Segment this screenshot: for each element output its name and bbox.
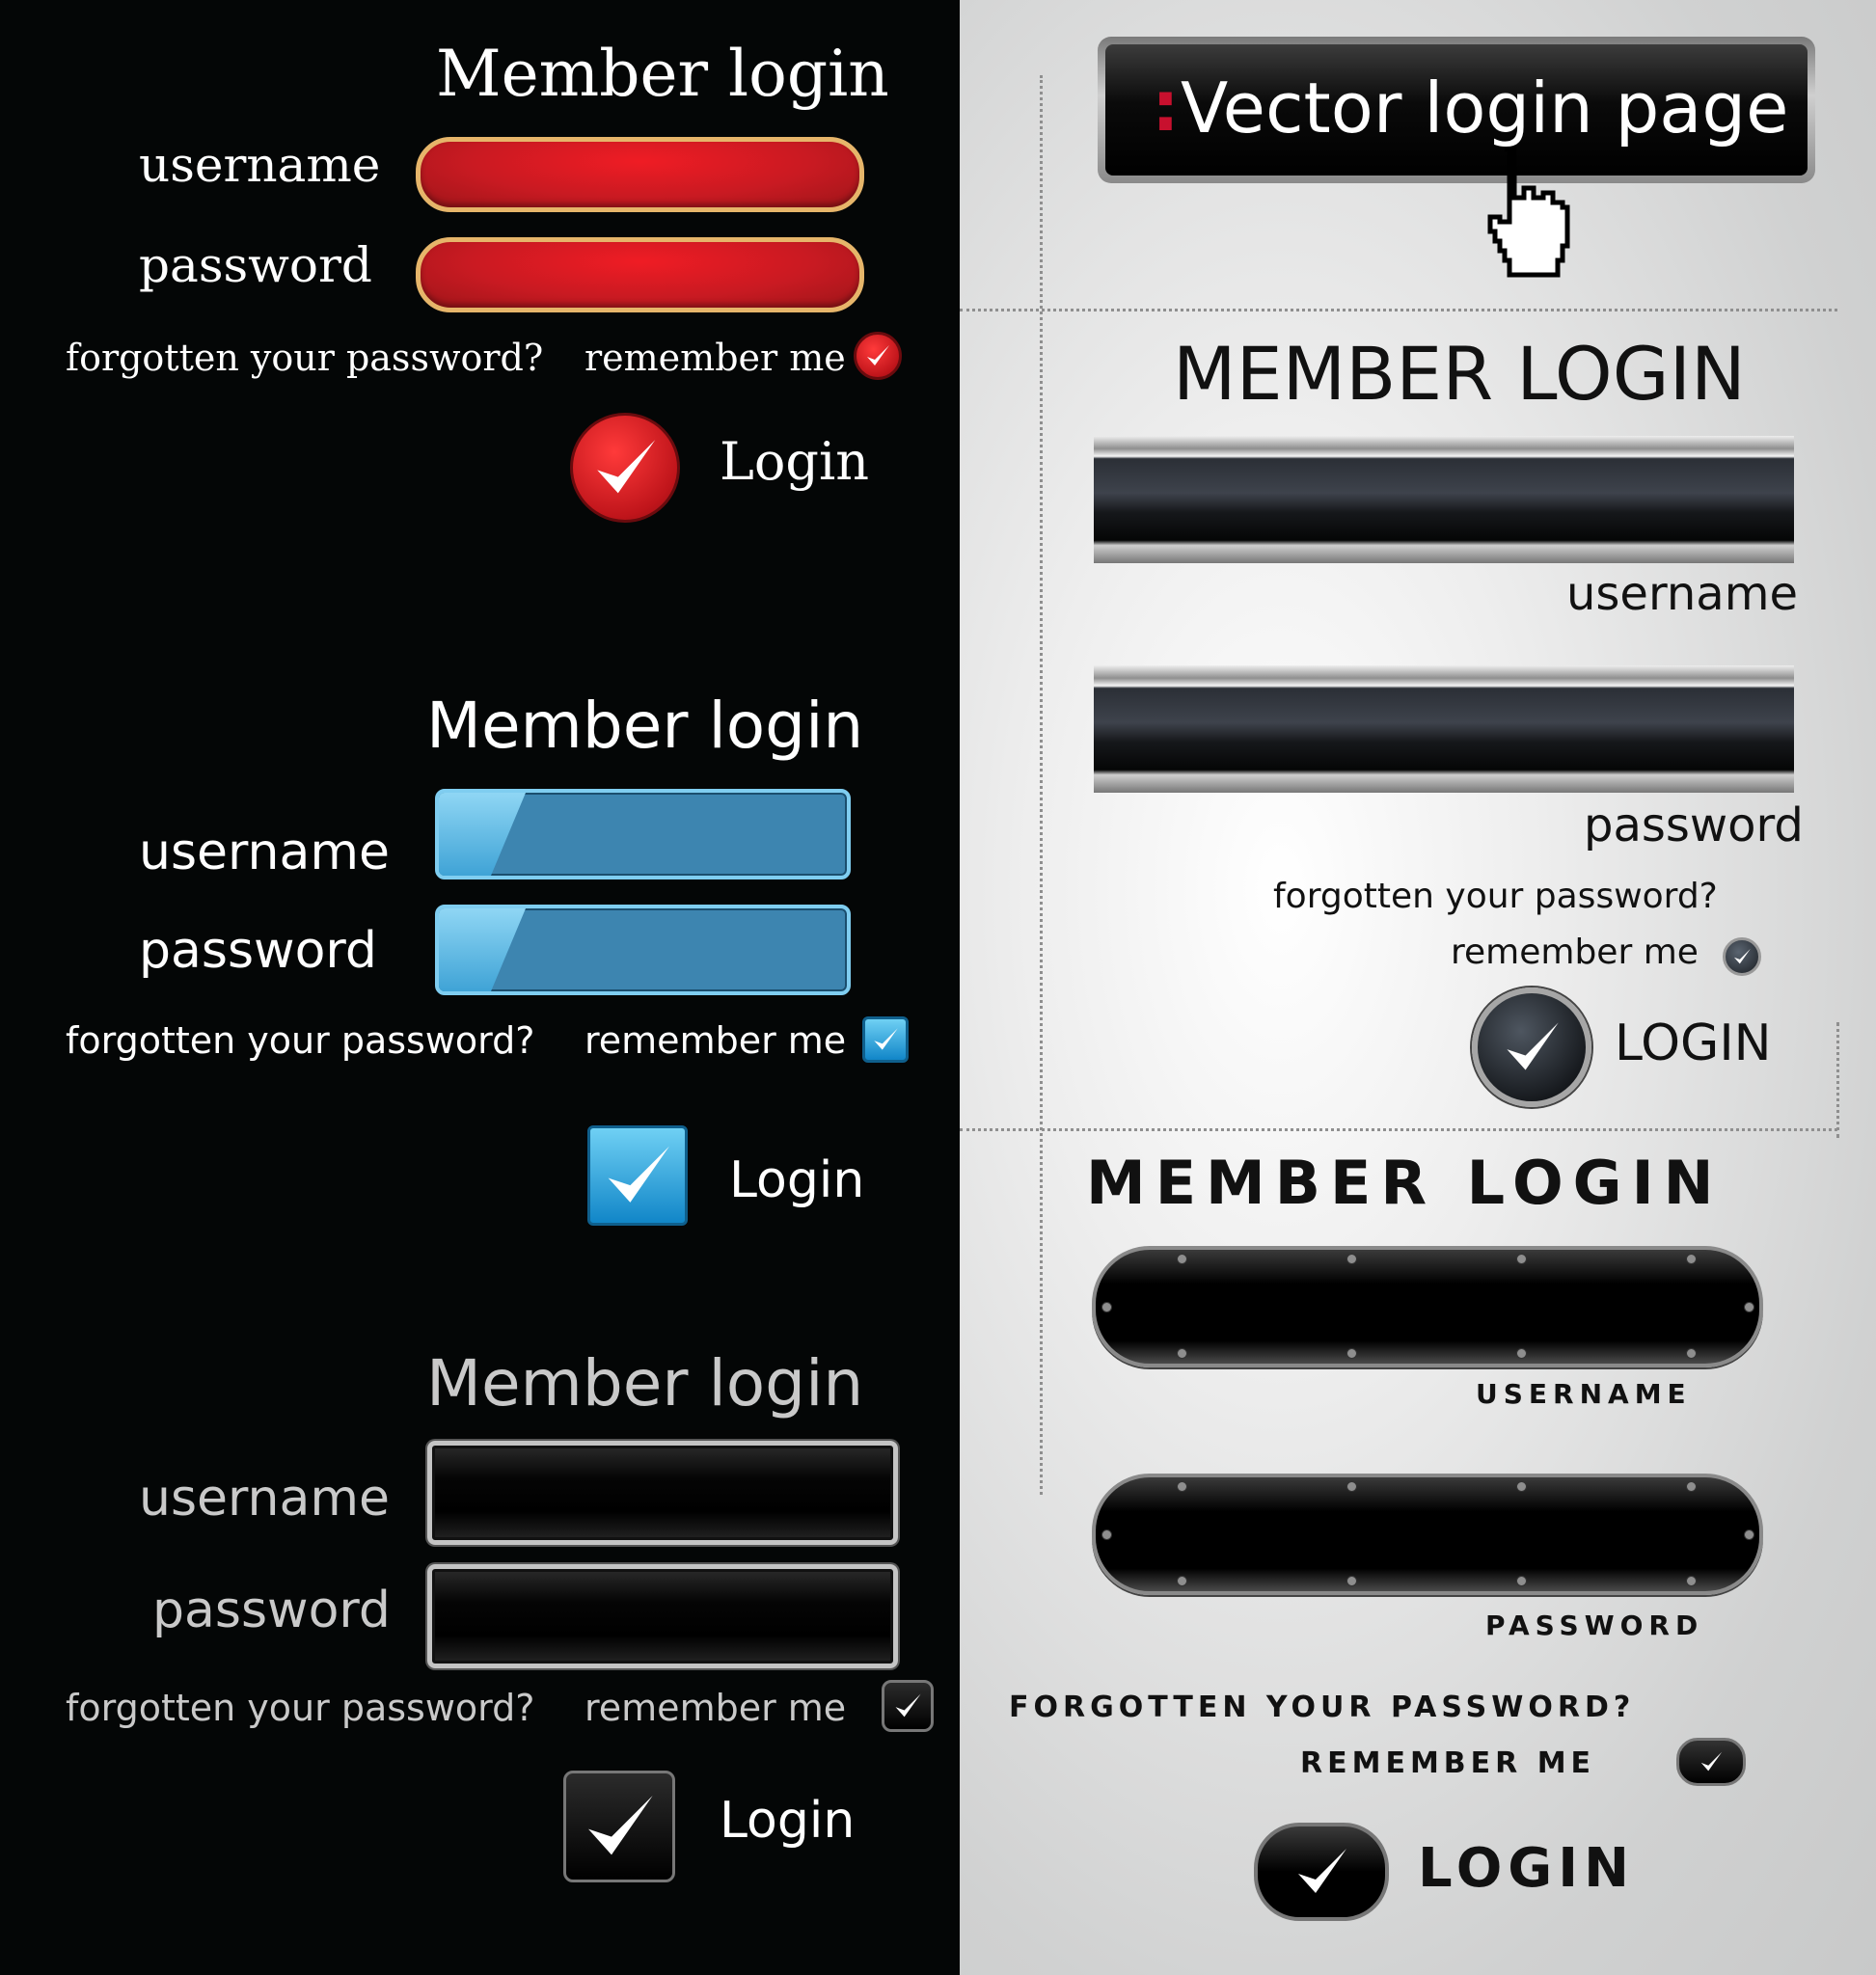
- blue-username-input[interactable]: [435, 789, 851, 879]
- glass-form-title: Member login: [426, 1346, 864, 1420]
- red-remember-checkbox[interactable]: [854, 332, 902, 380]
- red-login-label[interactable]: Login: [720, 431, 869, 492]
- metal-password-input[interactable]: [1094, 665, 1794, 793]
- red-login-button[interactable]: [570, 413, 680, 523]
- blue-login-button[interactable]: [587, 1125, 688, 1226]
- blue-remember-checkbox[interactable]: [862, 1016, 909, 1063]
- glass-remember-checkbox[interactable]: [882, 1680, 934, 1732]
- blue-password-label: password: [139, 922, 377, 980]
- metal-login-button[interactable]: [1472, 988, 1591, 1107]
- check-icon: [891, 1690, 924, 1722]
- metal-password-label: password: [1584, 798, 1804, 852]
- metal-username-input[interactable]: [1094, 436, 1794, 563]
- glass-username-label: username: [139, 1470, 390, 1528]
- metal-remember-checkbox[interactable]: [1723, 937, 1761, 976]
- red-remember-label: remember me: [585, 337, 846, 379]
- guide-line: [960, 1128, 1837, 1131]
- check-icon: [863, 341, 892, 370]
- check-icon: [581, 1788, 658, 1865]
- tech-login-label[interactable]: LOGIN: [1418, 1837, 1635, 1900]
- metal-login-label[interactable]: LOGIN: [1615, 1015, 1772, 1072]
- guide-line: [1836, 1022, 1839, 1138]
- tech-username-label: USERNAME: [1476, 1378, 1692, 1410]
- blue-username-label: username: [139, 824, 390, 881]
- red-username-input[interactable]: [416, 137, 864, 212]
- check-icon: [590, 433, 660, 502]
- blue-remember-label: remember me: [585, 1019, 847, 1062]
- guide-line: [960, 309, 1837, 311]
- glass-login-label[interactable]: Login: [720, 1792, 856, 1850]
- red-password-input[interactable]: [416, 237, 864, 312]
- glass-username-input[interactable]: [427, 1441, 898, 1545]
- red-forgot-link[interactable]: forgotten your password?: [66, 337, 544, 379]
- tech-username-input[interactable]: [1092, 1246, 1763, 1367]
- metal-forgot-link[interactable]: forgotten your password?: [1273, 877, 1718, 916]
- check-icon: [1731, 946, 1753, 967]
- blue-form-title: Member login: [426, 689, 864, 763]
- red-password-label: password: [139, 237, 372, 293]
- check-icon: [1292, 1843, 1350, 1901]
- tech-forgot-link[interactable]: FORGOTTEN YOUR PASSWORD?: [1009, 1691, 1636, 1724]
- tech-login-button[interactable]: [1254, 1823, 1389, 1921]
- guide-line: [1040, 75, 1043, 1495]
- blue-login-label[interactable]: Login: [729, 1151, 865, 1209]
- metal-form-title: MEMBER LOGIN: [1173, 331, 1746, 417]
- check-icon: [1501, 1016, 1563, 1078]
- banner-bullet: :: [1152, 66, 1180, 147]
- tech-password-label: PASSWORD: [1485, 1610, 1704, 1641]
- red-username-label: username: [139, 137, 381, 193]
- banner-title: Vector login page: [1181, 68, 1789, 149]
- red-form-title: Member login: [436, 37, 889, 111]
- check-icon: [870, 1024, 901, 1055]
- check-icon: [1698, 1748, 1725, 1775]
- metal-username-label: username: [1566, 567, 1798, 621]
- tech-form-title: MEMBER LOGIN: [1086, 1148, 1724, 1218]
- glass-remember-label: remember me: [585, 1687, 847, 1729]
- glass-password-label: password: [152, 1582, 391, 1639]
- tech-remember-checkbox[interactable]: [1676, 1738, 1746, 1786]
- tech-password-input[interactable]: [1092, 1474, 1763, 1595]
- banner: [1098, 37, 1815, 183]
- glass-password-input[interactable]: [427, 1564, 898, 1668]
- glass-forgot-link[interactable]: forgotten your password?: [66, 1687, 535, 1729]
- blue-forgot-link[interactable]: forgotten your password?: [66, 1019, 535, 1062]
- check-icon: [601, 1139, 674, 1212]
- metal-remember-label: remember me: [1451, 933, 1699, 972]
- right-panel: [960, 0, 1876, 1975]
- glass-login-button[interactable]: [563, 1771, 675, 1882]
- tech-remember-label: REMEMBER ME: [1300, 1746, 1596, 1780]
- pointer-hand-icon: [1476, 145, 1582, 284]
- blue-password-input[interactable]: [435, 905, 851, 995]
